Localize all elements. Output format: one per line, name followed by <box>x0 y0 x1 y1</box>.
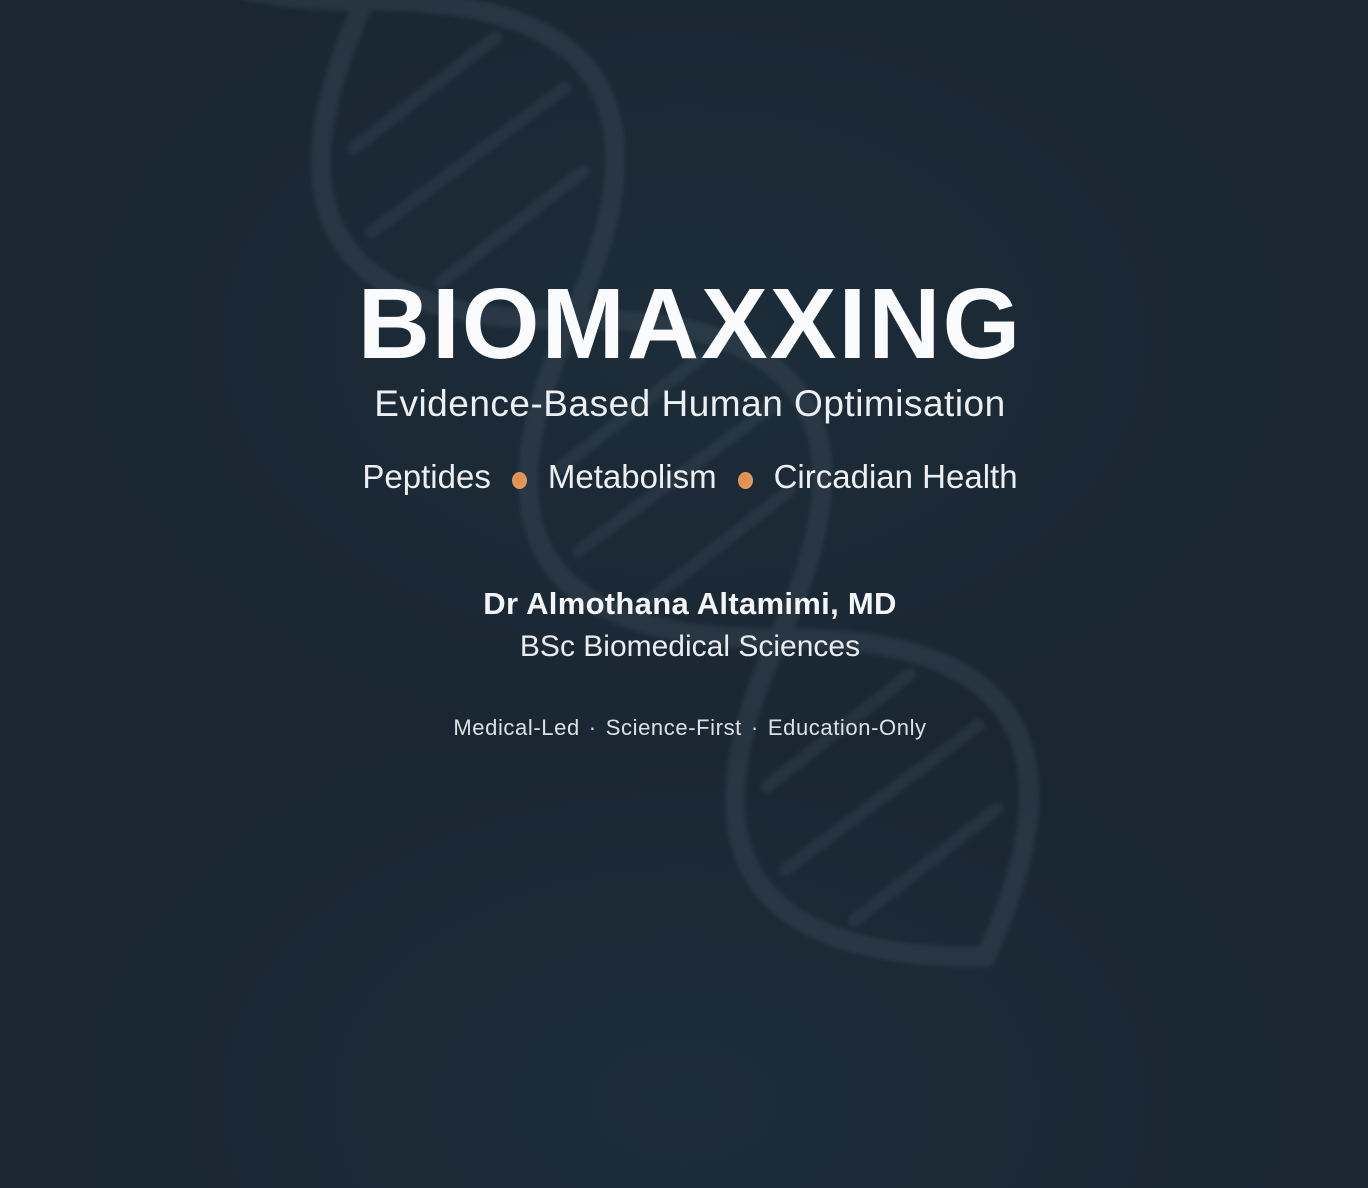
bullet-dot-icon <box>738 472 753 489</box>
slide-content <box>12 0 1368 760</box>
bullet-dot-icon <box>512 472 527 489</box>
tagline-science-first: Science-First <box>605 715 742 740</box>
topic-circadian-health: Circadian Health <box>773 458 1018 495</box>
slide-subtitle: Evidence-Based Human Optimisation <box>374 383 1006 424</box>
topics-line <box>12 457 1368 497</box>
tagline-medical-led: Medical-Led <box>453 715 580 740</box>
tagline <box>12 713 1368 743</box>
tagline-education-only: Education-Only <box>767 715 927 740</box>
tagline-separator: · <box>750 715 759 740</box>
presenter-name: Dr Almothana Altamimi, MD <box>483 586 897 621</box>
slide-title: BIOMAXXING <box>357 268 1023 380</box>
tagline-separator: · <box>588 715 597 740</box>
presenter-credentials: BSc Biomedical Sciences <box>519 630 861 663</box>
topic-metabolism: Metabolism <box>547 458 717 495</box>
topic-peptides: Peptides <box>362 458 491 495</box>
